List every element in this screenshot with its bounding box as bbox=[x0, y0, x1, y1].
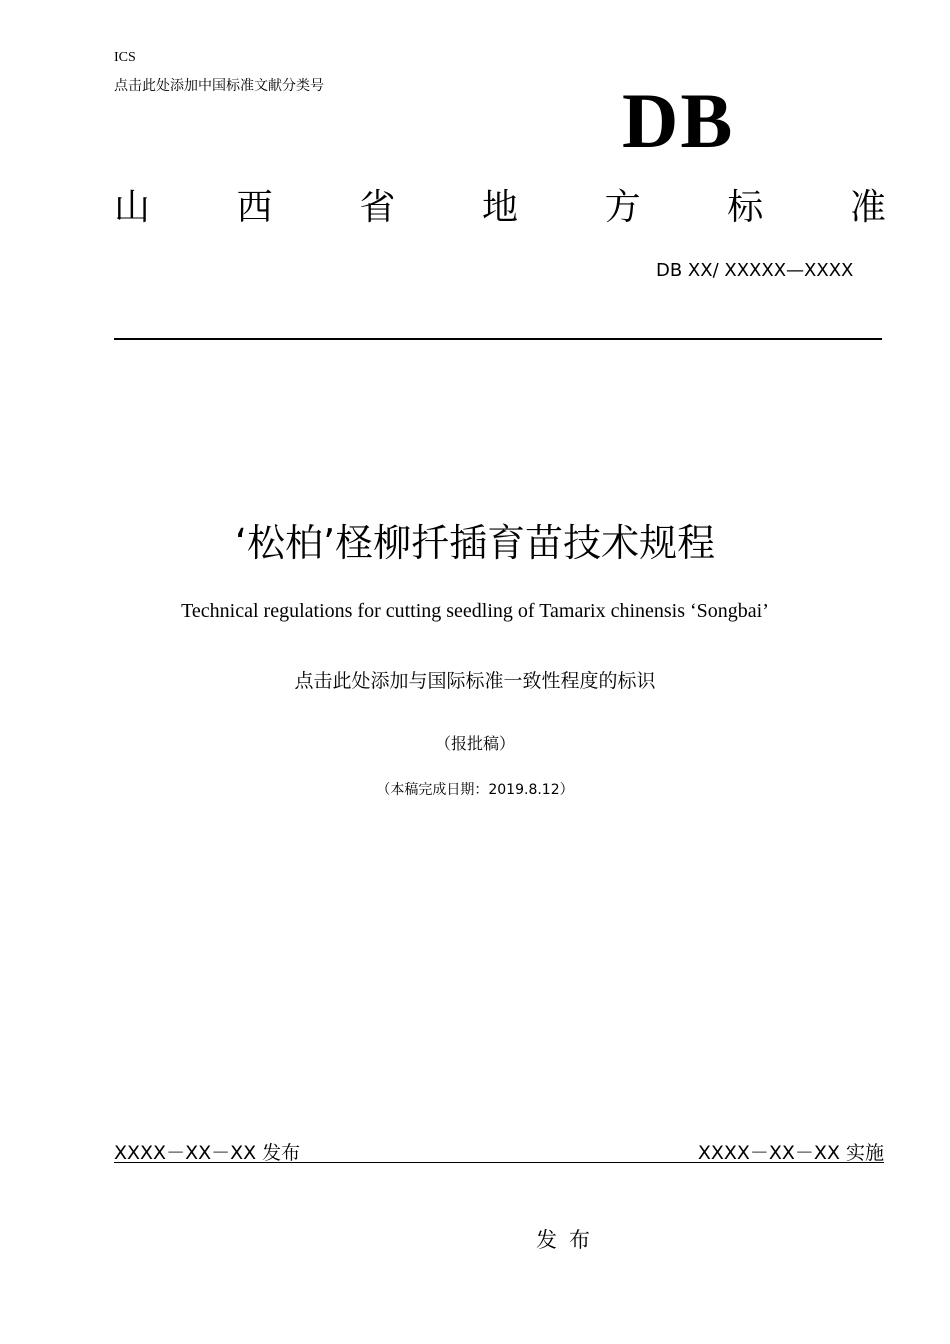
document-title-en: Technical regulations for cutting seedling of Tamarix chinensis ‘Songbai’ bbox=[181, 600, 769, 622]
standard-title-char: 省 bbox=[359, 187, 396, 228]
standard-code: DB XX/ XXXXX—XXXX bbox=[656, 260, 854, 281]
publish-date: XXXX－XX－XX 发布 bbox=[114, 1142, 301, 1164]
implement-date: XXXX－XX－XX 实施 bbox=[697, 1142, 884, 1164]
footer-divider bbox=[114, 1162, 884, 1163]
issuer-label: 发布 bbox=[536, 1228, 602, 1252]
standard-title-char: 山 bbox=[114, 187, 151, 228]
ics-label: ICS bbox=[114, 50, 136, 65]
header-divider bbox=[114, 338, 882, 340]
draft-status: （报批稿） bbox=[434, 734, 515, 753]
consistency-placeholder[interactable]: 点击此处添加与国际标准一致性程度的标识 bbox=[294, 670, 656, 692]
classification-placeholder[interactable]: 点击此处添加中国标准文献分类号 bbox=[114, 78, 324, 94]
document-title-cn: ‘松柏’柽柳扦插育苗技术规程 bbox=[234, 521, 716, 565]
standard-title-char: 西 bbox=[236, 187, 273, 228]
completion-date: （本稿完成日期：2019.8.12） bbox=[376, 782, 574, 798]
standard-type-title bbox=[114, 186, 886, 229]
standard-title-char: 标 bbox=[727, 187, 764, 228]
standard-title-char: 地 bbox=[481, 187, 518, 228]
standard-title-char: 方 bbox=[604, 187, 641, 228]
standard-title-char: 准 bbox=[849, 187, 886, 228]
db-logo: DB bbox=[622, 77, 735, 164]
